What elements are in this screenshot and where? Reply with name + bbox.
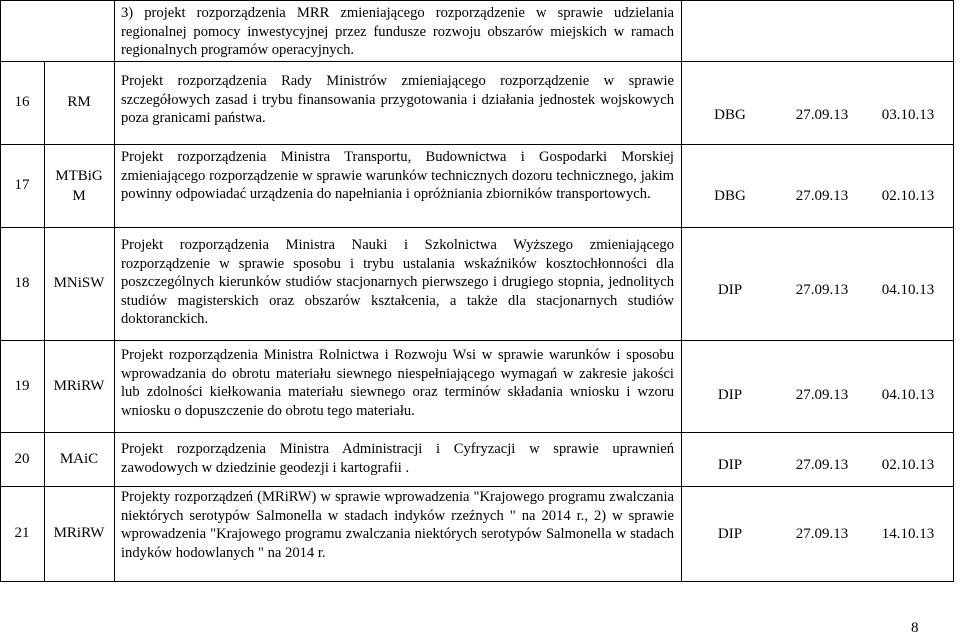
row-description: Projekt rozporządzenia Ministra Nauki i Szkolnictwa Wyższego zmieniającego rozporządzenie w sprawie sposobu i trybu ustalania wskaźników kosztochłonności dla poszczególnych kierunków studiów stacjonarnych pierwszego i drugiego stopnia, jednolitych studiów magisterskich oraz obszarów kształcenia, a także dla stacjonarnych studiów doktoranckich. [121,237,674,328]
row-divider [0,61,954,62]
row-date-end: 04.10.13 [881,282,935,298]
row-number: 16 [14,94,30,110]
row-number: 19 [14,377,30,394]
row-description: Projekt rozporządzenia Rady Ministrów zmieniającego rozporządzenie w sprawie szczegółowych zasad i trybu finansowania przygotowania i działania jednostek wojskowych poza granicami państwa. [121,73,674,127]
row-date-start: 27.09.13 [795,188,849,204]
row-date-end: 02.10.13 [881,188,935,204]
row-date-end: 03.10.13 [881,107,935,123]
row-description: Projekt rozporządzenia Ministra Administracji i Cyfryzacji w sprawie uprawnień zawodowych w dziedzinie geodezji i kartografii . [121,441,674,476]
row-unit: MAiC [59,450,99,467]
row-date-end: 04.10.13 [881,387,935,403]
column-divider [114,0,115,582]
row-department: DBG [714,107,746,123]
row-department: DBG [714,188,746,204]
row-date-start: 27.09.13 [795,387,849,403]
row-unit: MTBiG M [55,167,103,204]
row-divider [0,0,954,1]
row-date-end: 02.10.13 [881,457,935,473]
row-divider [0,581,954,582]
row-department: DIP [717,526,743,542]
row-date-start: 27.09.13 [795,526,849,542]
row-number: 21 [14,525,30,541]
row-divider [0,340,954,341]
row-divider [0,432,954,433]
row-unit: MRiRW [53,377,105,394]
row-department: DIP [717,282,743,298]
row-department: DIP [717,387,743,403]
row-number: 20 [14,450,30,467]
row-description: Projekt rozporządzenia Ministra Transportu, Budownictwa i Gospodarki Morskiej zmieniającego rozporządzenie w sprawie warunków technicznych dozoru technicznego, jakim powinny odpowiadać urządzenia do napełniania i opróżniania zbiorników transportowych. [121,149,674,203]
row-date-start: 27.09.13 [795,107,849,123]
row-unit: MRiRW [53,525,105,541]
row-date-start: 27.09.13 [795,282,849,298]
page-number: 8 [911,620,919,636]
row-divider [0,486,954,487]
row-unit: RM [67,94,91,110]
row-divider [0,227,954,228]
row-description: Projekt rozporządzenia Ministra Rolnictwa i Rozwoju Wsi w sprawie warunków i sposobu wprowadzania do obrotu materiału siewnego niespełniającego wymagań w zakresie jakości lub zdolności kiełkowania materiału siewnego oraz terminów składania wniosku i wzoru wniosku o dopuszczenie do obrotu tego materiału. [121,347,674,419]
row-description: 3) projekt rozporządzenia MRR zmieniającego rozporządzenie w sprawie udzielania regionalnej pomocy inwestycyjnej przez fundusze rozwoju obszarów miejskich w ramach regionalnych programów operacyjnych. [121,5,674,59]
column-divider [681,0,682,582]
row-department: DIP [717,457,743,473]
row-divider [0,144,954,145]
row-date-end: 14.10.13 [881,526,935,542]
row-date-start: 27.09.13 [795,457,849,473]
row-number: 17 [14,177,30,193]
row-description: Projekty rozporządzeń (MRiRW) w sprawie wprowadzenia "Krajowego programu zwalczania niektórych serotypów Salmonella w stadach indyków rzeźnych " na 2014 r., 2) w sprawie wprowadzenia "Krajowego programu zwalczania niektórych serotypów Salmonella w stadach indyków hodowlanych " na 2014 r. [121,489,674,561]
column-divider [953,0,954,582]
row-unit: MNiSW [53,275,105,291]
row-number: 18 [14,275,30,291]
